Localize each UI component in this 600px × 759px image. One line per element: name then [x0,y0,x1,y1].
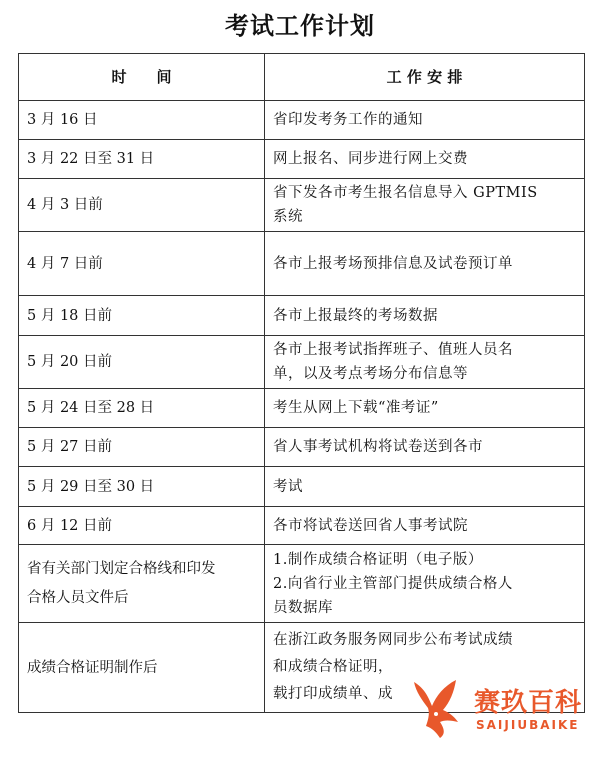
row-time: 4 月 7 日前 [19,232,265,296]
row-task: 各市上报考试指挥班子、值班人员名 单，以及考点考场分布信息等 [265,336,585,389]
row-task: 省人事考试机构将试卷送到各市 [265,428,585,467]
row-time: 5 月 29 日至 30 日 [19,467,265,507]
table-header-row [19,54,585,101]
schedule-table [18,53,585,713]
row-time: 4 月 3 日前 [19,179,265,232]
watermark-logo [410,676,595,742]
row-time: 5 月 27 日前 [19,428,265,467]
row-task: 1.制作成绩合格证明（电子版） 2.向省行业主管部门提供成绩合格人 员数据库 [265,545,585,623]
table-row [19,140,585,179]
row-time: 5 月 20 日前 [19,336,265,389]
row-time: 6 月 12 日前 [19,507,265,545]
header-time: 时 间 [19,54,265,101]
page-title: 考试工作计划 [225,12,375,40]
fox-icon [410,676,468,740]
table-row [19,545,585,623]
row-task: 各市上报考场预排信息及试卷预订单 [265,232,585,296]
row-time: 3 月 22 日至 31 日 [19,140,265,179]
row-task: 各市上报最终的考场数据 [265,296,585,336]
table-row [19,296,585,336]
row-task: 考试 [265,467,585,507]
table-row [19,232,585,296]
row-time: 省有关部门划定合格线和印发 合格人员文件后 [19,545,265,623]
row-time: 成绩合格证明制作后 [19,623,265,713]
row-task: 考生从网上下载“准考证” [265,389,585,428]
row-task: 网上报名、同步进行网上交费 [265,140,585,179]
watermark-name-cn: 赛玖百科 [474,688,583,718]
table-row [19,101,585,140]
row-task: 各市将试卷送回省人事考试院 [265,507,585,545]
row-time: 5 月 18 日前 [19,296,265,336]
row-task: 在浙江政务服务网同步公布考试成绩 和成绩合格证明， 载打印成绩单、成 [265,623,585,713]
table-row [19,179,585,232]
table-row [19,336,585,389]
row-task: 省下发各市考生报名信息导入 GPTMIS 系统 [265,179,585,232]
table-row [19,507,585,545]
row-time: 5 月 24 日至 28 日 [19,389,265,428]
watermark-name-en: SAIJIUBAIKE [476,718,580,732]
table-row [19,428,585,467]
table-row [19,467,585,507]
header-task: 工 作 安 排 [265,54,585,101]
table-row [19,389,585,428]
row-task: 省印发考务工作的通知 [265,101,585,140]
row-time: 3 月 16 日 [19,101,265,140]
